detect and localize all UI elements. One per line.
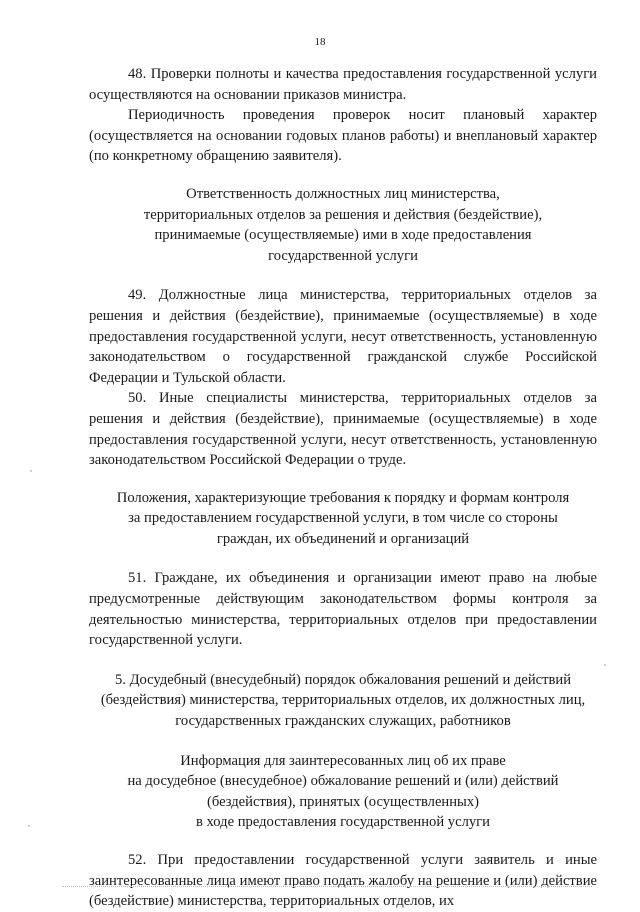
paragraph-51: 51. Граждане, их объединения и организации имеют право на любые предусмотренные действующим законодательством формы контроля за деятельностью министерства, территориальных отделов при предоставлении государственной услуги. bbox=[89, 570, 597, 649]
heading-line: на досудебное (внесудебное) обжалование решений и (или) действий bbox=[127, 773, 559, 790]
paragraph-49: 49. Должностные лица министерства, территориальных отделов за решения и действия (бездействие), принимаемые (осуществляемые) в ходе предоставления государственной услуги, несут ответственность, установленную законодательством о государственной гражданской службе Российской Федерации и Тульской области. bbox=[89, 287, 597, 386]
page-number: 18 bbox=[314, 36, 326, 48]
scan-artifact-dot bbox=[604, 664, 606, 666]
scan-artifact-dot bbox=[30, 470, 32, 472]
paragraph-50: 50. Иные специалисты министерства, территориальных отделов за решения и действия (бездействие), принимаемые (осуществляемые) в ходе предоставления государственной услуги, несут ответственность, установленную законодательством Российской Федерации о труде. bbox=[89, 390, 597, 469]
heading-line: Положения, характеризующие требования к порядку и формам контроля bbox=[116, 489, 570, 506]
heading-line: принимаемые (осуществляемые) ими в ходе предоставления bbox=[154, 227, 532, 244]
heading-line: в ходе предоставления государственной услуги bbox=[196, 814, 490, 831]
heading-line: государственных гражданских служащих, работников bbox=[175, 713, 511, 730]
heading-responsibility bbox=[89, 184, 597, 266]
paragraph-48-checks: 48. Проверки полноты и качества предоставления государственной услуги осуществляются на основании приказов министра. bbox=[89, 66, 597, 103]
scan-artifact-dot bbox=[28, 825, 30, 827]
heading-line: (бездействия), принятых (осуществленных) bbox=[206, 793, 480, 810]
paragraph-48-periodicity: Периодичность проведения проверок носит плановый характер (осуществляется на основании годовых планов работы) и внеплановый характер (по конкретному обращению заявителя). bbox=[89, 107, 597, 165]
heading-info-appeal-rights bbox=[89, 751, 597, 833]
heading-line: территориальных отделов за решения и действия (бездействие), bbox=[143, 206, 543, 223]
heading-line: государственной услуги bbox=[268, 247, 418, 264]
scan-artifact-line bbox=[62, 886, 592, 888]
heading-line: 5. Досудебный (внесудебный) порядок обжалования решений и действий bbox=[114, 671, 572, 688]
heading-line: граждан, их объединений и организаций bbox=[216, 530, 470, 547]
heading-line: Ответственность должностных лиц министерства, bbox=[186, 185, 500, 202]
paragraph-52: 52. При предоставлении государственной услуги заявитель и иные заинтересованные лица имеют право подать жалобу на решение и (или) действие (бездействие) министерства, территориальных отделов, их bbox=[89, 852, 597, 910]
heading-line: за предоставлением государственной услуги, в том числе со стороны bbox=[128, 510, 558, 527]
heading-control bbox=[89, 488, 597, 550]
heading-section-5 bbox=[89, 670, 597, 732]
document-body bbox=[89, 64, 597, 912]
heading-line: (бездействия) министерства, территориальных отделов, их должностных лиц, bbox=[100, 692, 586, 709]
heading-line: Информация для заинтересованных лиц об их праве bbox=[180, 752, 506, 769]
